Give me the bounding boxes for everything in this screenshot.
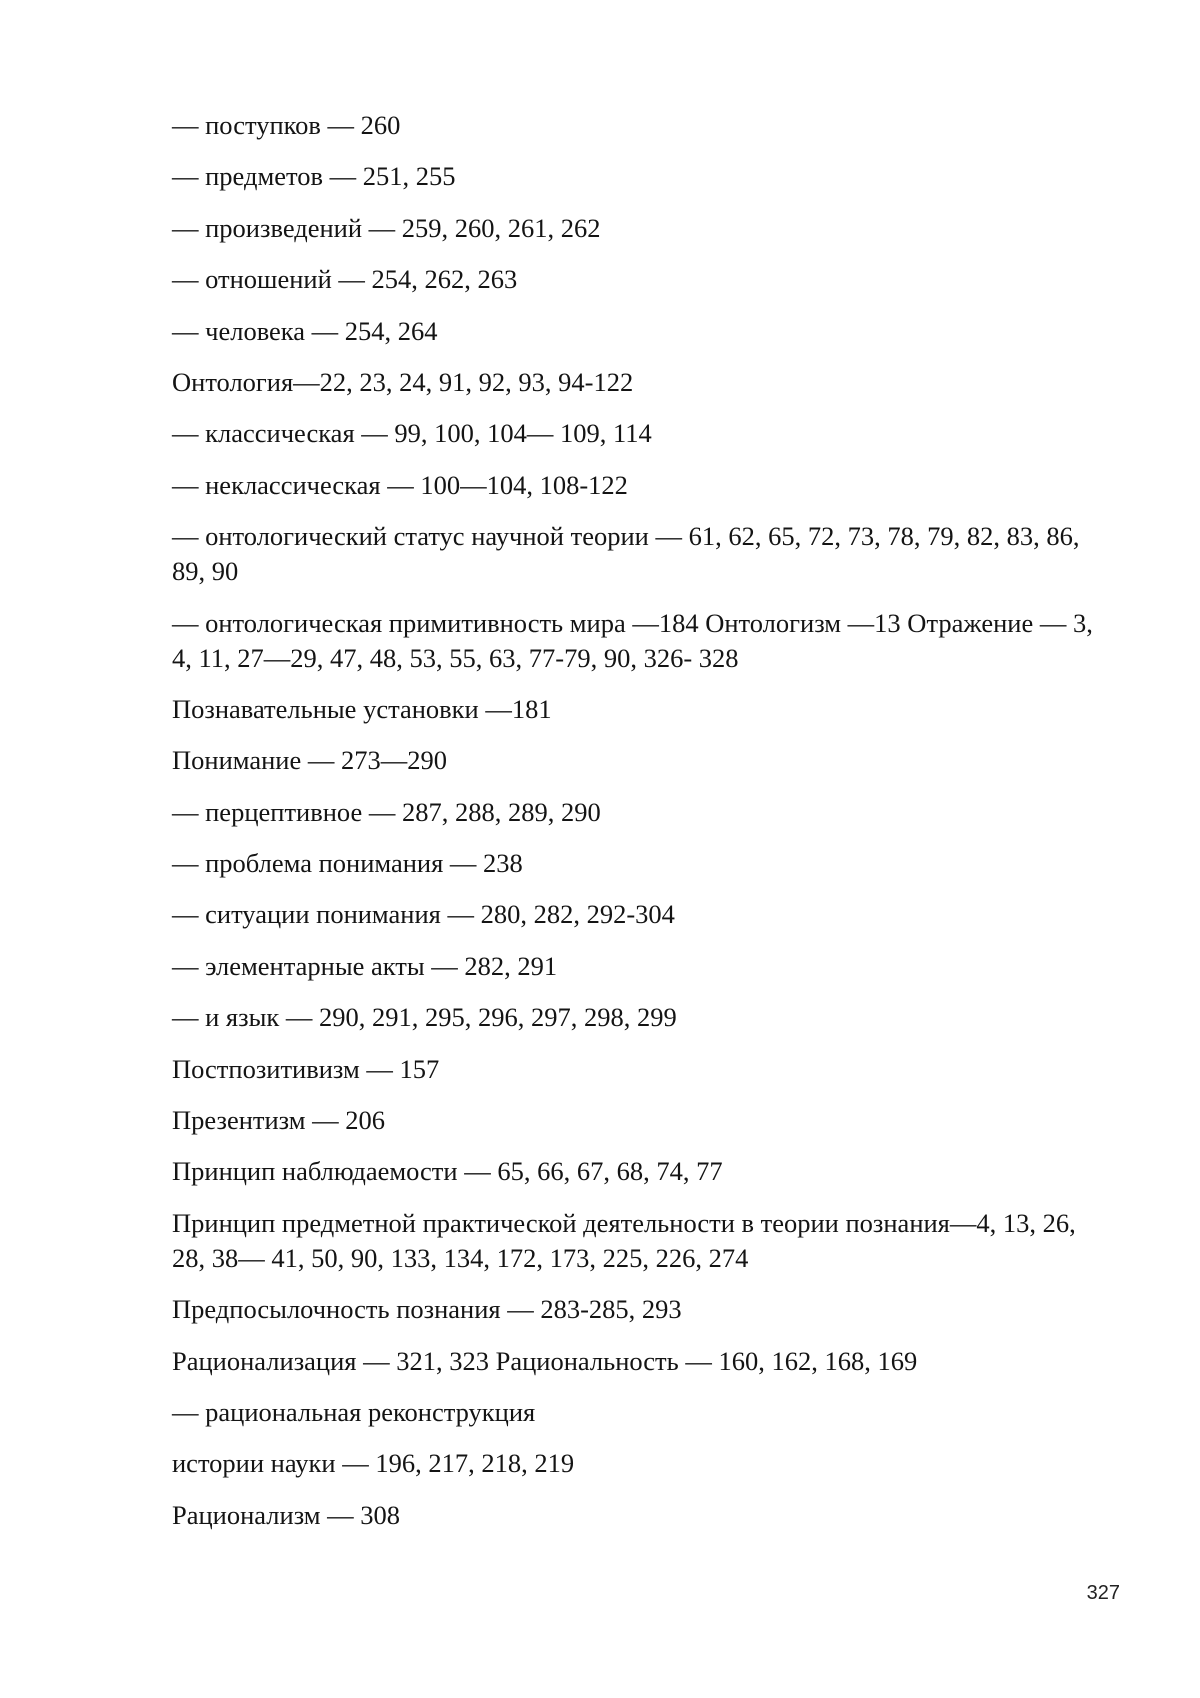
- index-entry: — неклассическая — 100—104, 108-122: [172, 469, 628, 500]
- index-entry: Презентизм — 206: [172, 1105, 386, 1136]
- index-entry: Понимание — 273—290: [172, 745, 447, 776]
- index-entry: — предметов — 251, 255: [172, 161, 456, 192]
- page-number: 327: [1086, 1582, 1120, 1604]
- index-entry: Рационализм — 308: [172, 1499, 401, 1530]
- index-entry: — проблема понимания — 238: [172, 848, 523, 879]
- index-entry: — перцептивное — 287, 288, 289, 290: [172, 796, 601, 827]
- index-entry: Принцип наблюдаемости — 65, 66, 67, 68, 74, 77: [172, 1156, 723, 1187]
- index-entry: Принцип предметной практической деятельности в теории познания—4, 13, 26, 28, 38— 41, 50, 90, 133, 134, 172, 173, 225, 226, 274: [172, 1207, 1076, 1273]
- index-entry: — онтологическая примитивность мира —184 Онтологизм —13 Отражение — 3, 4, 11, 27—29, 47, 48, 53, 55, 63, 77-79, 90, 326- 328: [172, 607, 1093, 673]
- index-entry: — классическая — 99, 100, 104— 109, 114: [172, 418, 652, 449]
- index-entry: Постпозитивизм — 157: [172, 1053, 440, 1084]
- index-entries-list: [172, 108, 1112, 1549]
- index-entry: Рационализация — 321, 323 Рациональность — 160, 162, 168, 169: [172, 1345, 918, 1376]
- index-entry: — онтологический статус научной теории — 61, 62, 65, 72, 73, 78, 79, 82, 83, 86, 89, 90: [172, 521, 1080, 587]
- index-entry: — поступков — 260: [172, 110, 401, 140]
- index-entry: — ситуации понимания — 280, 282, 292-304: [172, 899, 675, 930]
- index-entry: — человека — 254, 264: [172, 315, 438, 346]
- index-entry: — рациональная реконструкция: [172, 1396, 536, 1427]
- index-entry: — элементарные акты — 282, 291: [172, 950, 558, 981]
- index-entry: Предпосылочность познания — 283-285, 293: [172, 1294, 682, 1325]
- index-entry: истории науки — 196, 217, 218, 219: [172, 1448, 575, 1479]
- index-entry: Онтология—22, 23, 24, 91, 92, 93, 94-122: [172, 366, 634, 397]
- index-entry: — произведений — 259, 260, 261, 262: [172, 212, 601, 243]
- index-entry: — отношений — 254, 262, 263: [172, 264, 518, 295]
- index-entry: Познавательные установки —181: [172, 693, 552, 724]
- index-entry: — и язык — 290, 291, 295, 296, 297, 298, 299: [172, 1002, 677, 1033]
